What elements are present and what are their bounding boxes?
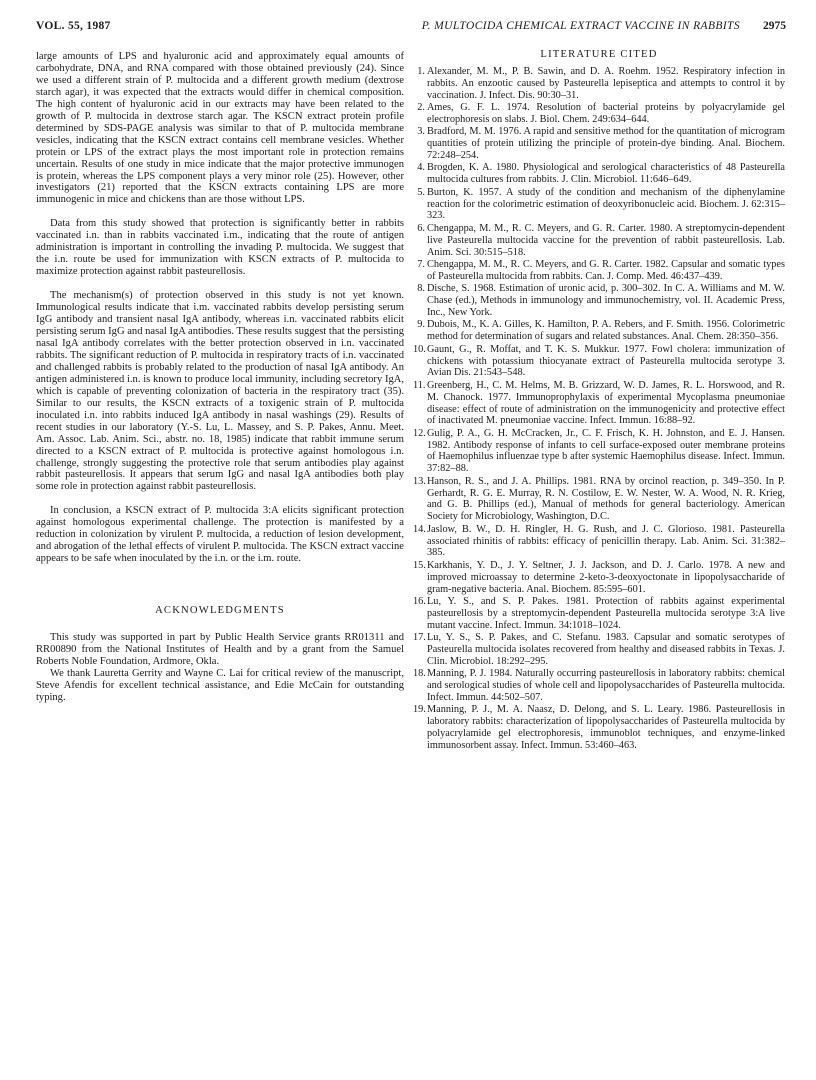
reference-item: 2. Ames, G. F. L. 1974. Resolution of bacterial proteins by polyacrylamide gel electrophoresis on slabs. J. Biol. Chem. 249:634–644. [417, 102, 785, 125]
reference-item: 17. Lu, Y. S., S. P. Pakes, and C. Stefanu. 1983. Capsular and somatic serotypes of Pasteurella multocida isolates recovered from healthy and diseased rabbits in Texas. J. Clin. Microbiol. 18:292–295. [413, 632, 785, 667]
acknowledgments-title: ACKNOWLEDGMENTS [155, 605, 285, 617]
acknowledgments-section [36, 605, 404, 704]
page-number: 2975 [763, 20, 786, 32]
running-title: P. MULTOCIDA CHEMICAL EXTRACT VACCINE IN RABBITS [421, 20, 740, 32]
page-header [36, 20, 786, 38]
body-paragraph: In conclusion, a KSCN extract of P. multocida 3:A elicits significant protection against homologous experimental challenge. The protection is manifested by a reduction in colonization by virulent P. multocida, a reduction of lesion development, and abrogation of the lethal effects of virulent P. multocida. The KSCN extract vaccine appears to be safe when inoculated by the i.n. or the i.m. route. [36, 505, 404, 565]
reference-item: 4. Brogden, K. A. 1980. Physiological and serological characteristics of 48 Pasteurella multocida cultures from rabbits. J. Clin. Microbiol. 11:646–649. [417, 162, 785, 186]
reference-item: 5. Burton, K. 1957. A study of the condition and mechanism of the diphenylamine reaction for the colorimetric estimation of deoxyribonucleic acid. Biochem. J. 62:315–323. [417, 186, 785, 222]
reference-item: 8. Dische, S. 1968. Estimation of uronic acid, p. 300–302. In C. A. Williams and M. W. Chase (ed.), Methods in immunology and immunochemistry, vol. II. Academic Press, Inc., New York. [417, 283, 785, 318]
body-paragraph: Data from this study showed that protection is significantly better in rabbits vaccinated i.n. than in rabbits vaccinated i.m., indicating that the route of antigen administration is important in controlling the invading P. multocida. We suggest that the i.n. route be used for immunization with KSCN extracts of P. multocida to maximize protection against rabbit pasteurellosis. [36, 218, 404, 278]
reference-item: 13. Hanson, R. S., and J. A. Phillips. 1981. RNA by orcinol reaction, p. 349–350. In P. Gerhardt, R. G. E. Murray, R. N. Costilow, E. W. Nester, W. A. Wood, N. R. Krieg, and G. B. Phillips (ed.), Manual of methods for general bacteriology. American Society for Microbiology, Washington, D.C. [413, 475, 785, 523]
volume-label: VOL. 55, 1987 [36, 20, 111, 32]
reference-item: 9. Dubois, M., K. A. Gilles, K. Hamilton, P. A. Rebers, and F. Smith. 1956. Colorimetric method for determination of sugars and related substances. Anal. Chem. 28:350–356. [417, 319, 785, 343]
reference-item: 14. Jaslow, B. W., D. H. Ringler, H. G. Rush, and J. C. Glorioso. 1981. Pasteurella associated rhinitis of rabbits: efficacy of penicillin therapy. Lab. Anim. Sci. 31:382–385. [413, 523, 785, 559]
reference-item: 6. Chengappa, M. M., R. C. Meyers, and G. R. Carter. 1980. A streptomycin-dependent live Pasteurella multocida vaccine for the prevention of rabbit pasteurellosis. Lab. Anim. Sci. 30:515–518. [417, 222, 785, 258]
reference-item: 12. Gulig, P. A., G. H. McCracken, Jr., C. F. Frisch, K. H. Johnston, and E. J. Hansen. 1982. Antibody response of infants to cell surface-exposed outer membrane proteins of Haemophilus influenzae type b after systemic Haemophilus disease. Infect. Immun. 37:82–88. [413, 427, 785, 475]
left-column [36, 51, 404, 704]
acknowledgment-paragraph: We thank Lauretta Gerrity and Wayne C. Lai for critical review of the manuscript, Steve Afendis for excellent technical assistance, and Edie McCain for outstanding typing. [36, 667, 404, 703]
reference-list [413, 66, 785, 752]
reference-item: 19. Manning, P. J., M. A. Naasz, D. Delong, and S. L. Leary. 1986. Pasteurellosis in laboratory rabbits: characterization of lipopolysaccharides of Pasteurella multocida by polyacrylamide gel electrophoresis, immunoblot techniques, and enzyme-linked immunosorbent assay. Infect. Immun. 53:460–463. [413, 704, 785, 751]
reference-item: 11. Greenberg, H., C. M. Helms, M. B. Grizzard, W. D. James, R. L. Horswood, and R. M. Chanock. 1977. Immunoprophylaxis of experimental Mycoplasma pneumoniae disease: effect of route of administration on the immunogenicity and protective effect of inactivated M. pneumoniae vaccine. Infect. Immun. 16:88–92. [413, 379, 785, 427]
reference-item: 3. Bradford, M. M. 1976. A rapid and sensitive method for the quantitation of microgram quantities of protein utilizing the principle of protein-dye binding. Anal. Biochem. 72:248–254. [417, 126, 785, 162]
literature-title: LITERATURE CITED [540, 49, 658, 60]
body-paragraph: The mechanism(s) of protection observed in this study is not yet known. Immunological results indicate that i.m. vaccinated rabbits develop persisting serum IgG antibody and transient nasal IgA antibody, whereas i.n. vaccinated rabbits elicit persisting serum IgG and nasal IgA antibodies. These results suggest that the persisting nasal IgA antibody correlates with the better protection observed in i.n. vaccinated rabbits. The significant reduction of P. multocida in respiratory tracts of i.n. vaccinated and challenged rabbits is probably related to the production of nasal IgA antibody. An antigen administered i.n. is known to produce local immunity, including secretory IgA, which is capable of preventing colonization of bacteria in the respiratory tract (35). Similar to our results, the KSCN extracts of a toxigenic strain of P. multocida inoculated i.n. into rabbits induced IgA antibody in nasal washings (29). Results of recent studies in our laboratory (Y.-S. Lu, L. Massey, and S. P. Pakes, Annu. Meet. Am. Assoc. Lab. Anim. Sci., abstr. no. 18, 1985) indicate that rabbit immune serum directed to a KSCN extract of P. multocida is protective against homologous i.n. challenge, strongly suggesting the protective role that serum antibodies play against rabbit pasteurellosis. It appears that serum IgG and nasal IgA antibodies both play some role in protection against rabbit pasteurellosis. [36, 290, 404, 493]
reference-item: 16. Lu, Y. S., and S. P. Pakes. 1981. Protection of rabbits against experimental pasteurellosis by a streptomycin-dependent Pasteurella multocida serotype 3:A live mutant vaccine. Infect. Immun. 34:1018–1024. [413, 595, 785, 631]
reference-item: 1. Alexander, M. M., P. B. Sawin, and D. A. Roehm. 1952. Respiratory infection in rabbits. An enzootic caused by Pasteurella lepiseptica and attempts to control it by vaccination. J. Infect. Dis. 90:30–31. [417, 65, 785, 101]
reference-item: 7. Chengappa, M. M., R. C. Meyers, and G. R. Carter. 1982. Capsular and somatic types of Pasteurella multocida from rabbits. Can. J. Comp. Med. 46:437–439. [417, 259, 785, 282]
right-column [413, 51, 785, 752]
acknowledgment-paragraph: This study was supported in part by Public Health Service grants RR01311 and RR00890 from the National Institutes of Health and by a grant from the Samuel Roberts Noble Foundation, Ardmore, Okla. [36, 632, 404, 667]
reference-item: 18. Manning, P. J. 1984. Naturally occurring pasteurellosis in laboratory rabbits: chemical and serological studies of whole cell and lipopolysaccharides of Pasteurella multocida. Infect. Immun. 44:502–507. [413, 668, 785, 703]
reference-item: 10. Gaunt, G., R. Moffat, and T. K. S. Mukkur. 1977. Fowl cholera: immunization of chickens with potassium thiocyanate extract of Pasteurella multocida serotype 3. Avian Dis. 21:543–548. [413, 343, 785, 379]
reference-item: 15. Karkhanis, Y. D., J. Y. Seltner, J. J. Jackson, and D. J. Carlo. 1978. A new and improved microassay to determine 2-keto-3-deoxyoctonate in lipopolysaccharide of gram-negative bacteria. Anal. Biochem. 85:595–601. [413, 559, 785, 595]
body-paragraph: large amounts of LPS and hyaluronic acid and approximately equal amounts of carbohydrate, DNA, and RNA compared with those obtained previously (24). Since we used a different strain of P. multocida and a different growth medium (dextrose starch agar), it was expected that the extracts would differ in chemical composition. The high content of hyaluronic acid in our extracts may have been related to the growth of P. multocida in dextrose starch agar. The KSCN extract protein profile determined by SDS-PAGE analysis was similar to that of P. multocida membrane vesicles, indicating that the KSCN extract contains cell membrane vesicles. Whether protein or LPS of the extract plays the most important role in protection remains uncertain. Results of one study in mice indicate that the major protective immunogen is protein, whereas the LPS component plays a very minor role (25). However, other investigators (21) reported that the KSCN extracts containing LPS are more immunogenic in mice and chickens than are those without LPS. [36, 51, 404, 206]
